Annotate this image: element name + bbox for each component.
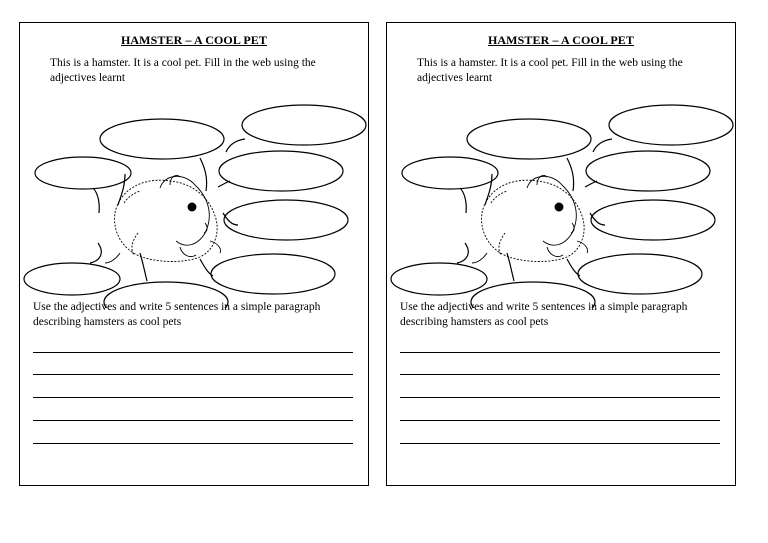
writing-line[interactable] [33, 352, 353, 353]
adjective-bubble[interactable] [242, 105, 366, 145]
adjective-web [20, 73, 370, 308]
adjective-bubble[interactable] [35, 157, 131, 189]
web-connector [593, 139, 612, 152]
writing-line[interactable] [400, 420, 720, 421]
writing-line[interactable] [400, 397, 720, 398]
adjective-bubble[interactable] [586, 151, 710, 191]
adjective-bubble[interactable] [24, 263, 120, 295]
writing-task: Use the adjectives and write 5 sentences in a simple paragraph describing hamsters as cool pets [33, 301, 321, 328]
worksheet-left [19, 22, 369, 486]
writing-line[interactable] [400, 352, 720, 353]
worksheet-title: HAMSTER – A COOL PET [120, 33, 268, 47]
hamster-illustration [105, 175, 221, 263]
adjective-bubble[interactable] [391, 263, 487, 295]
writing-line[interactable] [33, 443, 353, 444]
worksheet-title: HAMSTER – A COOL PET [487, 33, 635, 47]
adjective-bubble[interactable] [219, 151, 343, 191]
adjective-web [387, 73, 737, 308]
adjective-bubble[interactable] [591, 200, 715, 240]
adjective-bubble[interactable] [211, 254, 335, 294]
web-connector [457, 243, 468, 263]
writing-line[interactable] [400, 374, 720, 375]
web-connector [567, 158, 574, 191]
adjective-bubble[interactable] [100, 119, 224, 159]
writing-line[interactable] [33, 420, 353, 421]
web-connector [485, 174, 492, 205]
adjective-bubble[interactable] [578, 254, 702, 294]
web-connector [226, 139, 245, 152]
web-connector [460, 188, 466, 213]
writing-line[interactable] [400, 443, 720, 444]
writing-line[interactable] [33, 374, 353, 375]
web-connector [200, 158, 207, 191]
writing-task: Use the adjectives and write 5 sentences in a simple paragraph describing hamsters as cool pets [400, 301, 688, 328]
web-connector [93, 188, 99, 213]
adjective-bubble[interactable] [467, 119, 591, 159]
adjective-bubble[interactable] [402, 157, 498, 189]
worksheet-intro: This is a hamster. It is a cool pet. Fill in the web using the adjectives learnt [417, 57, 683, 84]
web-connector [118, 174, 125, 205]
adjective-bubble[interactable] [609, 105, 733, 145]
worksheet-right [386, 22, 736, 486]
hamster-illustration [472, 175, 588, 263]
worksheet-intro: This is a hamster. It is a cool pet. Fill in the web using the adjectives learnt [50, 57, 316, 84]
writing-line[interactable] [33, 397, 353, 398]
adjective-bubble[interactable] [224, 200, 348, 240]
web-connector [90, 243, 101, 263]
